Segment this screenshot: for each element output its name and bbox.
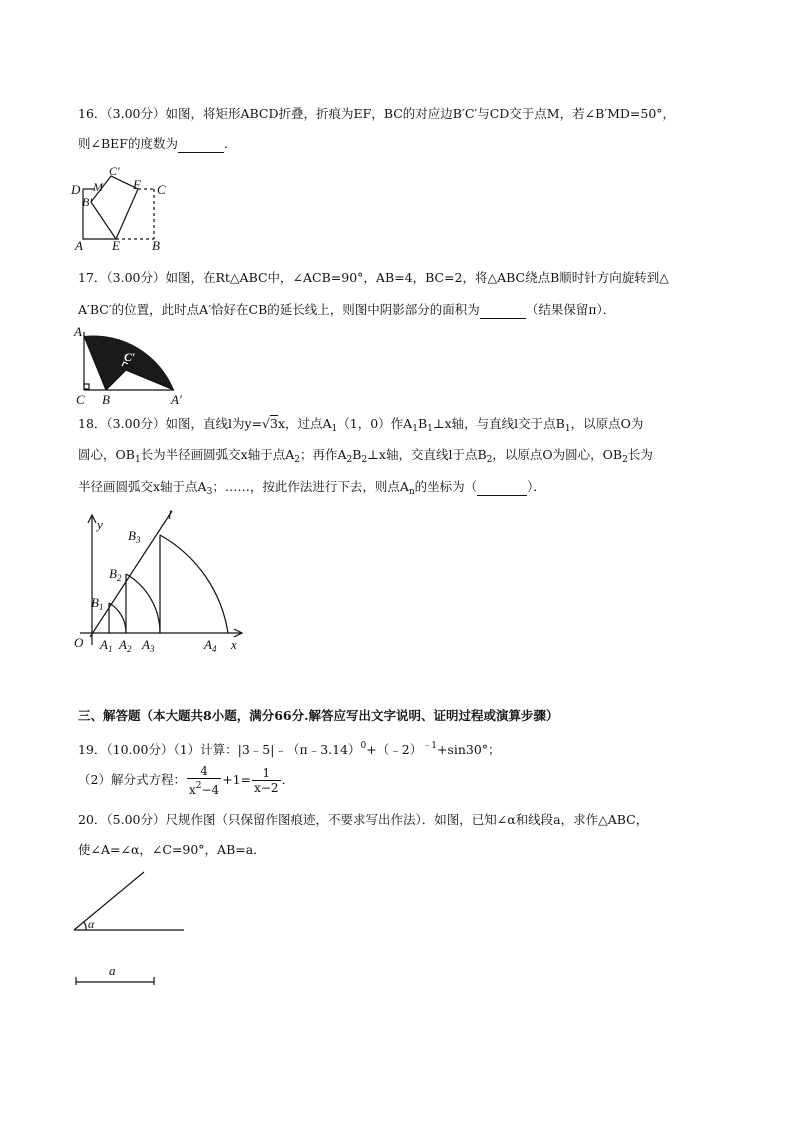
q18-text: 的坐标为（ bbox=[414, 479, 478, 494]
q19-text: +sin30°； bbox=[436, 742, 501, 757]
q18-text: 18．（3.00分）如图，直线l为y= bbox=[78, 416, 263, 431]
q18-sqrt-arg: 3 bbox=[270, 416, 278, 431]
q19-frac1-denominator bbox=[187, 779, 221, 797]
q18-text: B bbox=[417, 416, 428, 431]
q16-label-C-prime: C′ bbox=[109, 164, 120, 178]
q17-line2 bbox=[78, 302, 615, 319]
q18-sub-label: 4 bbox=[211, 644, 217, 654]
q16-figure bbox=[66, 164, 178, 254]
q16-line2-text: 则∠BEF的度数为 bbox=[78, 136, 178, 151]
q18-sub: 2 bbox=[622, 455, 628, 465]
q18-sub: 2 bbox=[486, 455, 493, 465]
q18-sub-label: 1 bbox=[98, 602, 104, 612]
q18-text: ，以原点O为圆心，OB bbox=[492, 447, 623, 462]
q18-text: （1，0）作A bbox=[337, 416, 413, 431]
q19-frac1-den-exponent: 2 bbox=[195, 781, 202, 791]
q18-sub-label: 1 bbox=[107, 644, 113, 654]
q18-text: ；再作A bbox=[299, 447, 347, 462]
q17-label-C-prime: C′ bbox=[124, 350, 136, 364]
q19-text: +1= bbox=[222, 772, 252, 787]
q18-sub: 2 bbox=[361, 455, 368, 465]
q18-text: B bbox=[352, 447, 362, 462]
q20-line2: 使∠A=∠α，∠C=90°，AB=a． bbox=[78, 842, 266, 857]
q17-figure bbox=[66, 322, 192, 406]
q19-frac2-numerator: 1 bbox=[252, 766, 280, 781]
q18-sub: 1 bbox=[564, 424, 571, 434]
q20-angle-figure bbox=[66, 860, 192, 940]
q16-label-F: F bbox=[133, 177, 141, 192]
q18-label-l: l bbox=[168, 507, 172, 522]
q20-line1: 20．（5.00分）尺规作图（只保留作图痕迹，不要求写出作法）．如图，已知∠α和线段a，求作△ABC， bbox=[78, 812, 649, 827]
q16-end: ． bbox=[223, 136, 237, 151]
q18-label-B1: $B_1$ bbox=[91, 595, 104, 612]
q18-label-A1: $A_1$ bbox=[100, 637, 113, 654]
q19-frac1-den-rest: −4 bbox=[201, 783, 220, 797]
q18-text: 长为 bbox=[627, 447, 653, 462]
q18-label-y: y bbox=[97, 517, 103, 532]
q19-fraction-1 bbox=[187, 764, 221, 797]
q18-line3 bbox=[78, 479, 546, 500]
q16-label-D: D bbox=[71, 182, 81, 197]
q16-label-B-prime: B′ bbox=[82, 195, 92, 209]
q18-text: 圆心，OB bbox=[78, 447, 135, 462]
q18-sqrt: √3 bbox=[262, 416, 278, 431]
q18-text: ⊥x轴，交直线l于点B bbox=[367, 447, 487, 462]
q20-label-a: a bbox=[109, 963, 116, 978]
q18-label-A3: $A_3$ bbox=[142, 637, 155, 654]
q18-sub: 2 bbox=[346, 455, 353, 465]
q18-text: 半径画圆弧交x轴于点A bbox=[78, 479, 207, 494]
q18-text: ⊥x轴，与直线l交于点B bbox=[432, 416, 565, 431]
q18-text: ；……，按此作法进行下去，则点A bbox=[212, 479, 409, 494]
q18-sub: 1 bbox=[412, 424, 418, 434]
q19-part2 bbox=[78, 764, 294, 797]
q18-sub-label: 2 bbox=[116, 573, 122, 583]
q18-text: x，过点A bbox=[277, 416, 332, 431]
q19-text: +（﹣2） bbox=[366, 742, 423, 757]
q19-frac1-numerator: 4 bbox=[187, 764, 221, 779]
q18-text: ）． bbox=[527, 479, 546, 494]
q19-fraction-2 bbox=[252, 766, 280, 795]
q18-sub: n bbox=[408, 487, 415, 497]
q18-label-O: O bbox=[74, 635, 84, 650]
q18-line1 bbox=[78, 416, 643, 437]
q17-line2-end: （结果保留π）． bbox=[525, 302, 616, 317]
q16-line2 bbox=[78, 136, 236, 153]
q19-exponent: ﹣1 bbox=[422, 741, 437, 751]
q16-answer-blank bbox=[178, 136, 224, 153]
q18-sub: 3 bbox=[206, 487, 213, 497]
q18-label-B2: $B_2$ bbox=[109, 566, 122, 583]
q20-label-alpha: α bbox=[88, 917, 95, 931]
q18-label-A4: $A_4$ bbox=[204, 637, 217, 654]
q19-frac2-denominator: x−2 bbox=[254, 781, 279, 795]
q18-text: 长为半径画圆弧交x轴于点A bbox=[140, 447, 295, 462]
q18-label-B3: $B_3$ bbox=[128, 528, 141, 545]
q16-label-E: E bbox=[112, 238, 120, 253]
q18-sub: 1 bbox=[134, 455, 141, 465]
q18-figure bbox=[66, 505, 250, 655]
q16-label-C: C bbox=[157, 182, 166, 197]
q16-label-A: A bbox=[75, 238, 83, 253]
q19-part1 bbox=[78, 738, 501, 758]
q19-text: ． bbox=[281, 772, 295, 787]
q18-sub-label: 3 bbox=[135, 535, 141, 545]
q17-answer-blank bbox=[480, 302, 526, 319]
q18-text: ，以原点O为 bbox=[570, 416, 644, 431]
q18-sub: 2 bbox=[294, 455, 300, 465]
q17-label-C: C bbox=[76, 392, 85, 406]
q19-frac1-den-base: x bbox=[188, 783, 196, 797]
q18-sub-label: 2 bbox=[126, 644, 132, 654]
q18-label-A2: $A_2$ bbox=[119, 637, 132, 654]
q18-line2 bbox=[78, 447, 653, 468]
q19-text: （2）解分式方程： bbox=[78, 772, 186, 787]
q17-line2-text: A′BC′的位置，此时点A′恰好在CB的延长线上，则图中阴影部分的面积为 bbox=[78, 302, 480, 317]
q19-text: 19．（10.00分）（1）计算：|3﹣5|﹣（π﹣3.14） bbox=[78, 742, 361, 757]
q16-line1: 16．（3.00分）如图，将矩形ABCD折叠，折痕为EF，BC的对应边B′C′与CD交于点M，若∠B′MD=50°， bbox=[78, 106, 676, 121]
q17-label-A-prime: A′ bbox=[171, 392, 182, 406]
q18-label-x: x bbox=[231, 637, 237, 652]
q18-answer-blank bbox=[477, 479, 527, 496]
q16-label-B: B bbox=[152, 238, 160, 253]
q18-sub: 1 bbox=[427, 424, 433, 434]
q17-label-A: A bbox=[74, 324, 82, 339]
q17-label-B: B bbox=[102, 392, 110, 406]
q20-segment-figure bbox=[66, 960, 166, 990]
q19-exponent: 0 bbox=[360, 741, 367, 751]
q16-label-M: M bbox=[93, 180, 103, 194]
section3-title: 三、解答题（本大题共8小题，满分66分.解答应写出文字说明、证明过程或演算步骤） bbox=[78, 708, 559, 723]
q18-sub: 1 bbox=[331, 424, 338, 434]
q18-sub-label: 3 bbox=[149, 644, 155, 654]
q17-line1: 17．（3.00分）如图，在Rt△ABC中，∠ACB=90°，AB=4，BC=2，将△ABC绕点B顺时针方向旋转到△ bbox=[78, 270, 669, 285]
